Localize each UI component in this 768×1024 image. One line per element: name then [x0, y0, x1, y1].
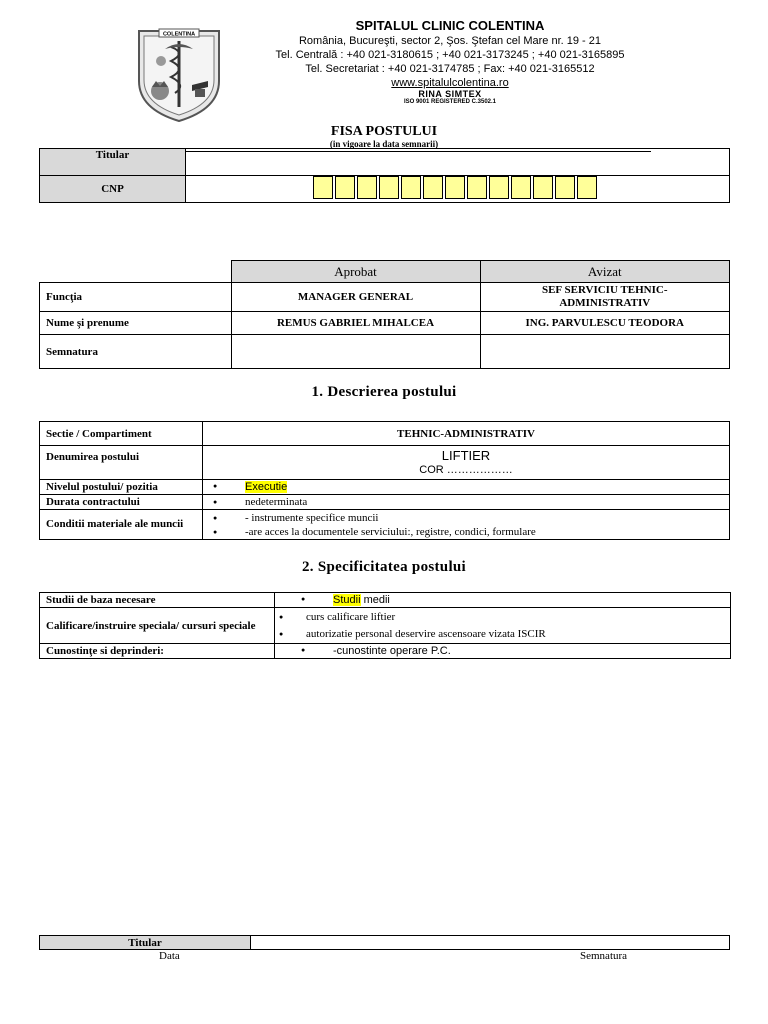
row-nume-label: Nume şi prenume: [40, 312, 232, 335]
cor-value: COR ………………: [419, 463, 513, 476]
durata-item: ● nedeterminata: [209, 495, 723, 509]
section-2-heading-wrap: [0, 559, 768, 576]
calif-label: Calificare/instruire speciala/ cursuri speciale: [40, 608, 275, 644]
cnp-digit-box[interactable]: [555, 176, 575, 199]
specification-table: [39, 592, 731, 659]
document-title: FISA POSTULUI: [330, 124, 438, 139]
footer-data-label: Data: [159, 950, 180, 962]
titular-label: Titular: [40, 149, 186, 176]
cnp-label: CNP: [40, 176, 186, 203]
nivel-label: Nivelul postului/ pozitia: [40, 480, 203, 495]
cnp-digit-box[interactable]: [489, 176, 509, 199]
cunostinte-item-1: ● -cunostinte operare P.C.: [297, 644, 724, 658]
conditii-item-2: ● -are acces la documentele serviciului:, registre, condici, formulare: [209, 525, 723, 539]
hospital-header: [230, 18, 670, 106]
row-semnatura-label: Semnatura: [40, 335, 232, 369]
cnp-digit-box[interactable]: [467, 176, 487, 199]
sectie-value: TEHNIC-ADMINISTRATIV: [203, 422, 730, 446]
nivel-cell: [203, 480, 730, 495]
nivel-value: Executie: [245, 481, 288, 493]
studii-rest: medii: [360, 594, 390, 606]
nivel-item: [209, 480, 723, 494]
cnp-digit-box[interactable]: [313, 176, 333, 199]
aprobat-nume: REMUS GABRIEL MIHALCEA: [231, 312, 480, 335]
conditii-cell: [203, 510, 730, 540]
aprobat-functia: MANAGER GENERAL: [231, 283, 480, 312]
avizat-nume: ING. PARVULESCU TEODORA: [480, 312, 730, 335]
cnp-digit-box[interactable]: [577, 176, 597, 199]
hospital-name: SPITALUL CLINIC COLENTINA: [355, 18, 545, 33]
cert-iso: ISO 9001 REGISTERED C.3502.1: [403, 99, 497, 105]
calif-cell: [275, 608, 731, 644]
footer-titular-label: Titular: [40, 936, 251, 950]
footer-titular-field[interactable]: [251, 936, 730, 950]
hospital-website-link[interactable]: www.spitalulcolentina.ro: [391, 77, 509, 89]
studii-highlight: Studii: [333, 594, 361, 606]
approval-table: [39, 260, 730, 369]
svg-text:COLENTINA: COLENTINA: [162, 31, 196, 38]
hospital-tel-secretariat: Tel. Secretariat : +40 021-3174785 ; Fax: +40 021-3165512: [305, 63, 595, 75]
cnp-digit-box[interactable]: [401, 176, 421, 199]
section-1-heading: 1. Descrierea postului: [311, 384, 457, 400]
denumire-cell: [203, 446, 730, 480]
calif-item-2: ● autorizatie personal deservire ascensoare vizata ISCIR: [275, 626, 724, 643]
cunostinte-label: Cunostinţe si deprinderi:: [40, 644, 275, 659]
denumire-label: Denumirea postului: [40, 446, 203, 480]
hospital-address: România, Bucureşti, sector 2, Şos. Ştefan cel Mare nr. 19 - 21: [298, 35, 602, 47]
col-avizat: Avizat: [480, 261, 730, 283]
studii-label: Studii de baza necesare: [40, 593, 275, 608]
cert-name: RINA SIMTEX: [418, 89, 482, 99]
cnp-digit-box[interactable]: [335, 176, 355, 199]
durata-label: Durata contractului: [40, 495, 203, 510]
durata-cell: [203, 495, 730, 510]
cnp-boxes: [313, 176, 599, 201]
titular-field[interactable]: [186, 149, 730, 176]
avizat-semnatura-field[interactable]: [480, 335, 730, 369]
sectie-label: Sectie / Compartiment: [40, 422, 203, 446]
cnp-digit-box[interactable]: [511, 176, 531, 199]
row-functia-label: Funcţia: [40, 283, 232, 312]
cnp-digit-box[interactable]: [357, 176, 377, 199]
cunostinte-cell: [275, 644, 731, 659]
cnp-digit-box[interactable]: [445, 176, 465, 199]
description-table: [39, 421, 730, 540]
cnp-digit-box[interactable]: [379, 176, 399, 199]
cnp-digit-box[interactable]: [423, 176, 443, 199]
conditii-label: Conditii materiale ale muncii: [40, 510, 203, 540]
aprobat-semnatura-field[interactable]: [231, 335, 480, 369]
section-1-heading-wrap: [0, 384, 768, 401]
document-subtitle: (in vigoare la data semnarii): [329, 139, 439, 149]
col-aprobat: Aprobat: [231, 261, 480, 283]
hospital-logo: [135, 25, 223, 123]
calif-item-1: ● curs calificare liftier: [275, 609, 724, 626]
footer-semnatura-label: Semnatura: [580, 950, 628, 962]
studii-cell: [275, 593, 731, 608]
studii-item: [297, 593, 724, 607]
cnp-digit-box[interactable]: [533, 176, 553, 199]
conditii-item-1: ● - instrumente specifice muncii: [209, 511, 723, 525]
section-2-heading: 2. Specificitatea postului: [301, 559, 467, 575]
avizat-functia: SEF SERVICIU TEHNIC-ADMINISTRATIV: [480, 283, 730, 312]
denumire-value: LIFTIER: [441, 447, 491, 463]
footer-table: [39, 935, 730, 950]
hospital-tel-central: Tel. Centrală : +40 021-3180615 ; +40 021-3173245 ; +40 021-3165895: [275, 49, 625, 61]
